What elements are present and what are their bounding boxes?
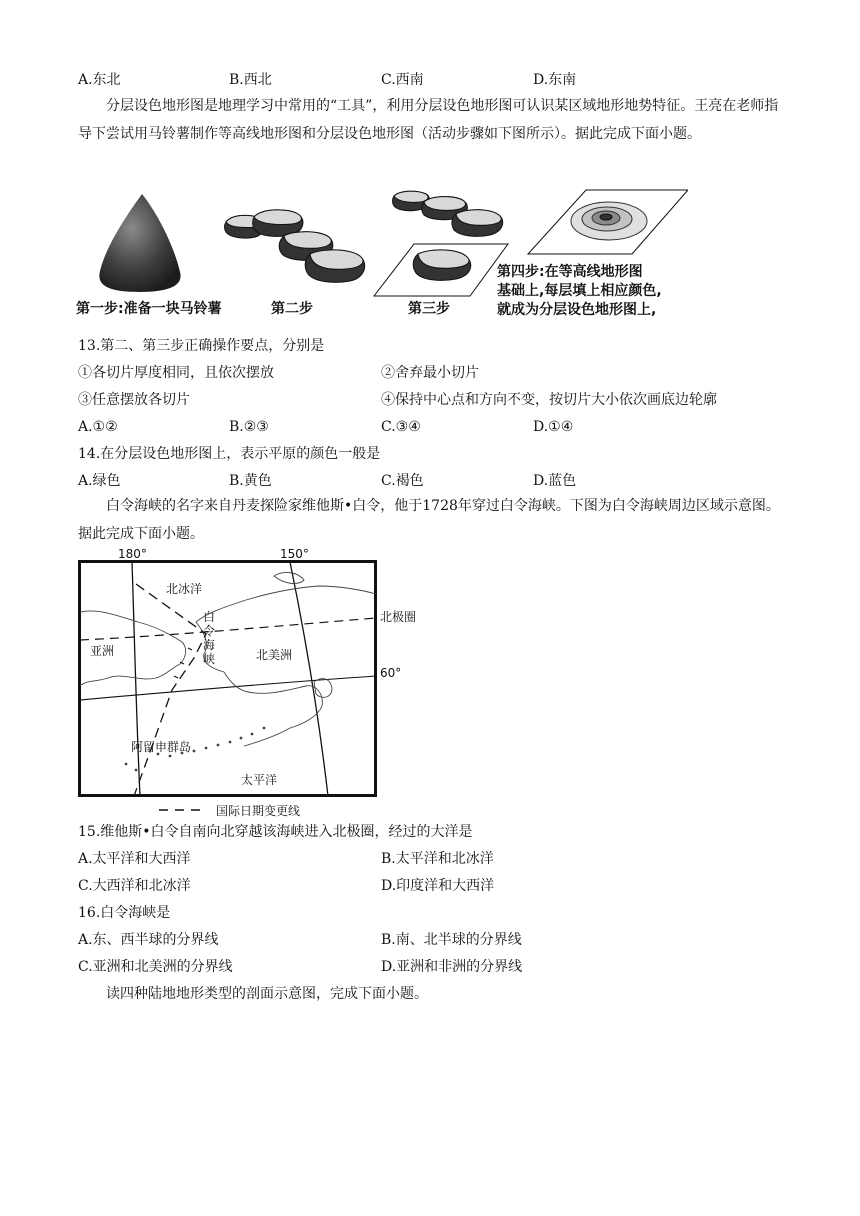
bering-strait-label: 白令海峡 [202, 610, 215, 666]
q14-option-c: C.褐色 [381, 473, 424, 489]
step4-caption-line3: 就成为分层设色地形图上, [497, 302, 657, 318]
q14-option-d: D.蓝色 [533, 473, 577, 489]
q12-option-a: A.东北 [78, 72, 121, 88]
passage-bering-strait: 白令海峡的名字来自丹麦探险家维他斯•白令，他于1728年穿过白令海峡。下图为白令海峡周边区域示意图。据此完成下面小题。 [78, 498, 780, 542]
q12-option-c: C.西南 [381, 72, 424, 88]
q14-stem: 14.在分层设色地形图上，表示平原的颜色一般是 [78, 446, 381, 462]
potato-slices-on-paper [374, 191, 508, 296]
date-line-legend-symbol [158, 804, 206, 816]
q14-option-a: A.绿色 [78, 473, 121, 489]
q12-option-d: D.东南 [533, 72, 577, 88]
potato-slices [225, 210, 365, 283]
q12-option-b: B.西北 [229, 72, 272, 88]
bering-strait-map [78, 560, 378, 798]
q15-option-d: D.印度洋和大西洋 [381, 878, 495, 894]
step4-caption-line2: 基础上,每层填上相应颜色, [497, 283, 662, 299]
asia-label: 亚洲 [90, 644, 115, 658]
north-america-label: 北美洲 [256, 648, 293, 662]
arctic-ocean-label: 北冰洋 [166, 582, 203, 596]
aleutian-islands-label: 阿留申群岛 [131, 740, 192, 754]
passage-landform-profiles: 读四种陆地地形类型的剖面示意图，完成下面小题。 [106, 986, 428, 1002]
q13-option-b: B.②③ [229, 419, 269, 435]
q13-option-c: C.③④ [381, 419, 421, 435]
pacific-ocean-label: 太平洋 [241, 773, 278, 787]
q15-option-b: B.太平洋和北冰洋 [381, 851, 494, 867]
q16-option-c: C.亚洲和北美洲的分界线 [78, 959, 233, 975]
q13-statement-2: ②舍弃最小切片 [381, 365, 479, 381]
q15-option-a: A.太平洋和大西洋 [78, 851, 191, 867]
step1-caption: 第一步:准备一块马铃薯 [76, 301, 222, 317]
passage-layered-map: 分层设色地形图是地理学习中常用的“工具”，利用分层设色地形图可认识某区域地形地势特征。王亮在老师指导下尝试用马铃薯制作等高线地形图和分层设色地形图（活动步骤如下图所示）。据此完成下面小题。 [78, 98, 779, 142]
q13-option-d: D.①④ [533, 419, 574, 435]
q13-option-a: A.①② [78, 419, 118, 435]
q13-stem: 13.第二、第三步正确操作要点，分别是 [78, 338, 325, 354]
longitude-150-label: 150° [280, 547, 309, 561]
q15-stem: 15.维他斯•白令自南向北穿越该海峡进入北极圈，经过的大洋是 [78, 824, 473, 840]
q16-option-a: A.东、西半球的分界线 [78, 932, 219, 948]
q16-option-b: B.南、北半球的分界线 [381, 932, 522, 948]
step4-caption-line1: 第四步:在等高线地形图 [497, 264, 643, 280]
q13-statement-3: ③任意摆放各切片 [78, 392, 190, 408]
step2-caption: 第二步 [271, 301, 313, 317]
latitude-60-label: 60° [380, 666, 402, 680]
q15-option-c: C.大西洋和北冰洋 [78, 878, 191, 894]
q14-option-b: B.黄色 [229, 473, 272, 489]
potato-shape [99, 194, 180, 292]
step3-caption: 第三步 [408, 301, 450, 317]
q16-option-d: D.亚洲和非洲的分界线 [381, 959, 523, 975]
date-line-legend-label: 国际日期变更线 [216, 804, 301, 818]
q13-statement-4: ④保持中心点和方向不变，按切片大小依次画底边轮廓 [381, 392, 717, 408]
q16-stem: 16.白令海峡是 [78, 905, 171, 921]
map-frame [80, 562, 376, 796]
layered-color-contour-map [528, 190, 688, 254]
q13-statement-1: ①各切片厚度相同，且依次摆放 [78, 365, 274, 381]
arctic-circle-label: 北极圈 [380, 610, 417, 624]
longitude-180-label: 180° [118, 547, 147, 561]
